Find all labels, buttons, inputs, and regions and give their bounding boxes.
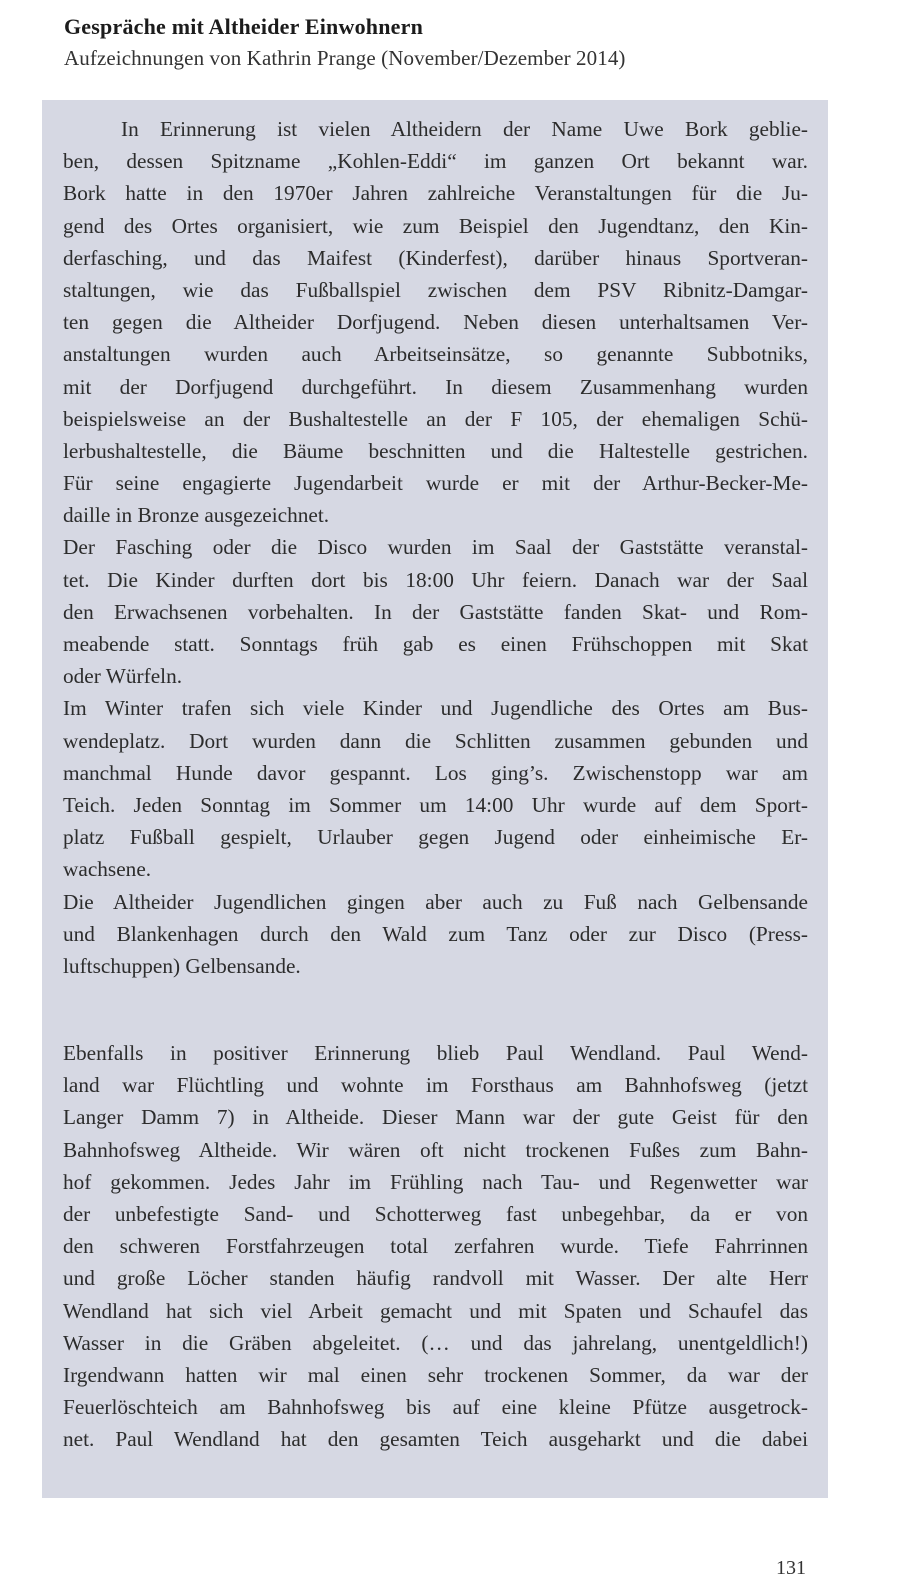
text-line: net. Paul Wendland hat den gesamten Teich ausgeharkt und die dabei	[63, 1427, 808, 1452]
text-line: Bork hatte in den 1970er Jahren zahlreiche Veranstaltungen für die Ju-	[63, 181, 808, 206]
text-line: Ebenfalls in positiver Erinnerung blieb Paul Wendland. Paul Wend-	[63, 1041, 808, 1065]
text-line: den schweren Forstfahrzeugen total zerfahren wurde. Tiefe Fahrrinnen	[63, 1234, 808, 1259]
page-number: 131	[776, 1557, 806, 1579]
text-line: Bahnhofsweg Altheide. Wir wären oft nicht trockenen Fußes zum Bahn-	[63, 1137, 808, 1162]
text-line: ben, dessen Spitzname „Kohlen-Eddi“ im ganzen Ort bekannt war.	[63, 149, 808, 174]
page-title: Gespräche mit Altheider Einwohnern	[64, 14, 424, 39]
text-line: Für seine engagierte Jugendarbeit wurde er mit der Arthur-Becker-Me-	[63, 471, 808, 496]
text-line: manchmal Hunde davor gespannt. Los ging’s. Zwischenstopp war am	[63, 760, 808, 785]
text-line: der unbefestigte Sand- und Schotterweg fast unbegehbar, da er von	[63, 1201, 808, 1226]
text-block-2	[63, 1037, 808, 1455]
text-line: anstaltungen wurden auch Arbeitseinsätze, so genannte Subbotniks,	[63, 342, 808, 367]
text-line: beispielsweise an der Bushaltestelle an der F 105, der ehemaligen Schü-	[63, 406, 808, 431]
text-line: derfasching, und das Maifest (Kinderfest), darüber hinaus Sportveran-	[63, 245, 808, 270]
text-line: wendeplatz. Dort wurden dann die Schlitten zusammen gebunden und	[63, 728, 808, 753]
shaded-text-box	[42, 100, 828, 1498]
text-line: platz Fußball gespielt, Urlauber gegen Jugend oder einheimische Er-	[63, 825, 808, 850]
text-line: land war Flüchtling und wohnte im Forsthaus am Bahnhofsweg (jetzt	[63, 1073, 808, 1098]
text-line: Irgendwann hatten wir mal einen sehr trockenen Sommer, da war der	[63, 1362, 808, 1387]
text-line: Langer Damm 7) in Altheide. Dieser Mann war der gute Geist für den	[63, 1105, 808, 1130]
text-line: Wasser in die Gräben abgeleitet. (… und das jahrelang, unentgeldlich!)	[63, 1330, 808, 1355]
text-line: Im Winter trafen sich viele Kinder und Jugendliche des Ortes am Bus-	[63, 696, 808, 721]
text-line: und große Löcher standen häufig randvoll mit Wasser. Der alte Herr	[63, 1266, 808, 1291]
text-line: den Erwachsenen vorbehalten. In der Gaststätte fanden Skat- und Rom-	[63, 599, 808, 624]
text-line: wachsene.	[63, 857, 152, 882]
text-line: Die Altheider Jugendlichen gingen aber auch zu Fuß nach Gelbensande	[63, 889, 808, 914]
text-line: Teich. Jeden Sonntag im Sommer um 14:00 Uhr wurde auf dem Sport-	[63, 792, 808, 817]
text-line: mit der Dorfjugend durchgeführt. In diesem Zusammenhang wurden	[63, 374, 808, 399]
text-line: und Blankenhagen durch den Wald zum Tanz oder zur Disco (Press-	[63, 921, 808, 946]
text-line: oder Würfeln.	[63, 664, 183, 689]
text-line: ten gegen die Altheider Dorfjugend. Neben diesen unterhaltsamen Ver-	[63, 310, 808, 335]
text-line: gend des Ortes organisiert, wie zum Beispiel den Jugendtanz, den Kin-	[63, 213, 808, 238]
text-block-1	[63, 113, 808, 982]
text-line: staltungen, wie das Fußballspiel zwischen dem PSV Ribnitz-Damgar-	[63, 277, 808, 302]
text-line: hof gekommen. Jedes Jahr im Frühling nach Tau- und Regenwetter war	[63, 1169, 808, 1194]
text-line: tet. Die Kinder durften dort bis 18:00 Uhr feiern. Danach war der Saal	[63, 567, 808, 592]
text-line: luftschuppen) Gelbensande.	[63, 953, 301, 978]
text-line: Feuerlöschteich am Bahnhofsweg bis auf eine kleine Pfütze ausgetrock-	[63, 1395, 808, 1420]
text-line: Der Fasching oder die Disco wurden im Saal der Gaststätte veranstal-	[63, 535, 808, 560]
page-subtitle: Aufzeichnungen von Kathrin Prange (November/Dezember 2014)	[64, 46, 626, 70]
text-line: meabende statt. Sonntags früh gab es einen Frühschoppen mit Skat	[63, 632, 808, 656]
text-line: In Erinnerung ist vielen Altheidern der Name Uwe Bork geblie-	[121, 117, 808, 141]
text-line: Wendland hat sich viel Arbeit gemacht und mit Spaten und Schaufel das	[63, 1298, 808, 1323]
text-line: lerbushaltestelle, die Bäume beschnitten und die Haltestelle gestrichen.	[63, 438, 808, 463]
text-line: daille in Bronze ausgezeichnet.	[63, 503, 330, 528]
